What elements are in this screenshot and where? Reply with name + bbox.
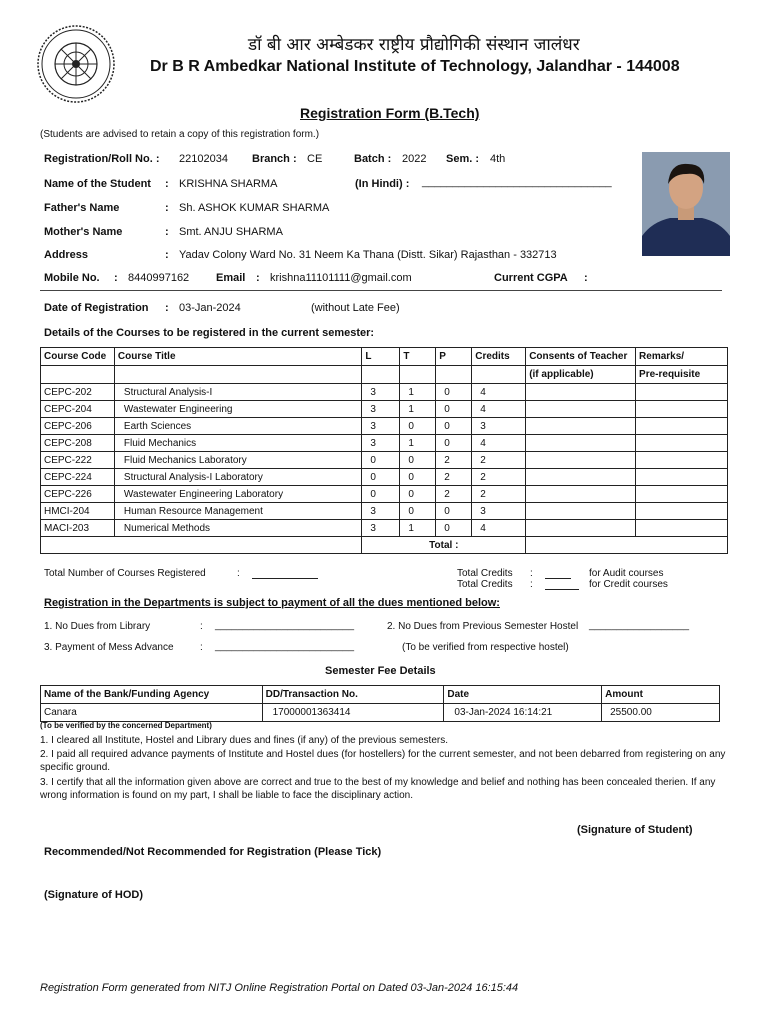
mother-name-value: Smt. ANJU SHARMA bbox=[179, 226, 283, 238]
consent-cell bbox=[526, 401, 636, 418]
mother-name-label: Mother's Name bbox=[44, 226, 123, 238]
hindi-institute-title: डॉ बी आर अम्बेडकर राष्ट्रीय प्रौद्योगिकी संस्थान जालंधर bbox=[248, 35, 580, 55]
mess-advance-blank: _________________________ bbox=[215, 641, 355, 652]
roll-label: Registration/Roll No. : bbox=[44, 153, 160, 165]
divider bbox=[40, 290, 722, 291]
col-course-title: Course Title bbox=[114, 348, 362, 366]
fee-date: 03-Jan-2024 16:14:21 bbox=[444, 704, 602, 722]
remarks-cell bbox=[636, 418, 728, 435]
total-courses-blank bbox=[252, 567, 318, 579]
colon: : bbox=[165, 202, 169, 214]
credits-cell: 3 bbox=[472, 418, 526, 435]
col-bank: Name of the Bank/Funding Agency bbox=[41, 686, 263, 704]
colon: : bbox=[200, 621, 203, 632]
l-cell: 3 bbox=[362, 503, 400, 520]
colon: : bbox=[584, 272, 588, 284]
credits-cell: 2 bbox=[472, 452, 526, 469]
remarks-cell bbox=[636, 401, 728, 418]
dues-heading: Registration in the Departments is subject to payment of all the dues mentioned below: bbox=[44, 597, 500, 609]
l-cell: 3 bbox=[362, 520, 400, 537]
form-title: Registration Form (B.Tech) bbox=[300, 105, 480, 121]
course-code-cell: CEPC-202 bbox=[41, 384, 115, 401]
table-row bbox=[41, 418, 728, 435]
t-cell: 0 bbox=[400, 469, 436, 486]
remarks-cell bbox=[636, 384, 728, 401]
cgpa-label: Current CGPA bbox=[494, 272, 568, 284]
fee-header-row bbox=[41, 686, 720, 704]
email-value: krishna11101111@gmail.com bbox=[270, 272, 412, 284]
colon: : bbox=[200, 642, 203, 653]
course-title-cell: Wastewater Engineering bbox=[114, 401, 362, 418]
colon: : bbox=[165, 226, 169, 238]
total-credits-audit-label: Total Credits bbox=[457, 568, 513, 579]
batch-label: Batch : bbox=[354, 153, 392, 165]
l-cell: 3 bbox=[362, 401, 400, 418]
date-registration-value: 03-Jan-2024 bbox=[179, 302, 241, 314]
l-cell: 0 bbox=[362, 452, 400, 469]
consent-cell bbox=[526, 503, 636, 520]
col-remarks: Remarks/ bbox=[636, 348, 728, 366]
course-title-cell: Numerical Methods bbox=[114, 520, 362, 537]
declaration-1: 1. I cleared all Institute, Hostel and Library dues and fines (if any) of the previous semesters. bbox=[40, 735, 448, 746]
roll-value: 22102034 bbox=[179, 153, 228, 165]
consent-cell bbox=[526, 452, 636, 469]
consent-cell bbox=[526, 469, 636, 486]
p-cell: 2 bbox=[436, 452, 472, 469]
credit-courses-label: for Credit courses bbox=[589, 579, 668, 590]
colon: : bbox=[237, 568, 240, 579]
table-row bbox=[41, 384, 728, 401]
credits-cell: 4 bbox=[472, 520, 526, 537]
consent-cell bbox=[526, 520, 636, 537]
credit-credits-blank bbox=[545, 578, 579, 590]
col-course-code: Course Code bbox=[41, 348, 115, 366]
hindi-name-blank: _______________________________ bbox=[422, 176, 612, 188]
total-label: Total : bbox=[362, 537, 526, 554]
late-fee-note: (without Late Fee) bbox=[311, 302, 400, 314]
course-code-cell: HMCI-204 bbox=[41, 503, 115, 520]
address-label: Address bbox=[44, 249, 89, 261]
col-dd: DD/Transaction No. bbox=[262, 686, 444, 704]
declaration-2: 2. I paid all required advance payments of Institute and Hostel dues (for hostellers) for the current semester, and not been debarred from registering on any specific ground. bbox=[40, 749, 726, 773]
course-code-cell: CEPC-222 bbox=[41, 452, 115, 469]
col-p: P bbox=[436, 348, 472, 366]
t-cell: 1 bbox=[400, 435, 436, 452]
course-code-cell: CEPC-208 bbox=[41, 435, 115, 452]
student-photo bbox=[642, 152, 730, 256]
father-name-value: Sh. ASHOK KUMAR SHARMA bbox=[179, 202, 330, 214]
credits-cell: 2 bbox=[472, 469, 526, 486]
table-row bbox=[41, 469, 728, 486]
remarks-cell bbox=[636, 503, 728, 520]
t-cell: 0 bbox=[400, 452, 436, 469]
library-dues: 1. No Dues from Library bbox=[44, 621, 151, 632]
fee-dd: 17000001363414 bbox=[262, 704, 444, 722]
p-cell: 0 bbox=[436, 384, 472, 401]
t-cell: 1 bbox=[400, 401, 436, 418]
course-title-cell: Fluid Mechanics Laboratory bbox=[114, 452, 362, 469]
t-cell: 0 bbox=[400, 503, 436, 520]
declaration-3: 3. I certify that all the information given above are correct and true to the best of my knowledge and belief and nothing has been concealed therien. If any wrong information is found on my part, I shall be liable to face the disciplinary action. bbox=[40, 777, 716, 801]
p-cell: 2 bbox=[436, 486, 472, 503]
consent-cell bbox=[526, 435, 636, 452]
table-header-row-2 bbox=[41, 366, 728, 384]
t-cell: 1 bbox=[400, 384, 436, 401]
footer-note: Registration Form generated from NITJ Online Registration Portal on Dated 03-Jan-2024 16:15:44 bbox=[40, 982, 519, 994]
colon: : bbox=[165, 178, 169, 190]
fee-table bbox=[40, 685, 720, 722]
fee-row bbox=[41, 704, 720, 722]
l-cell: 3 bbox=[362, 418, 400, 435]
consent-cell bbox=[526, 418, 636, 435]
remarks-cell bbox=[636, 520, 728, 537]
remarks-cell bbox=[636, 435, 728, 452]
library-dues-blank: _________________________ bbox=[215, 620, 355, 631]
credits-cell: 3 bbox=[472, 503, 526, 520]
course-code-cell: MACI-203 bbox=[41, 520, 115, 537]
col-amount: Amount bbox=[602, 686, 720, 704]
student-name-value: KRISHNA SHARMA bbox=[179, 178, 278, 190]
credits-cell: 4 bbox=[472, 435, 526, 452]
course-title-cell: Structural Analysis-I Laboratory bbox=[114, 469, 362, 486]
course-code-cell: CEPC-224 bbox=[41, 469, 115, 486]
table-row bbox=[41, 486, 728, 503]
audit-courses-label: for Audit courses bbox=[589, 568, 664, 579]
mobile-value: 8440997162 bbox=[128, 272, 190, 284]
course-title-cell: Fluid Mechanics bbox=[114, 435, 362, 452]
credits-cell: 4 bbox=[472, 384, 526, 401]
course-code-cell: CEPC-204 bbox=[41, 401, 115, 418]
branch-label: Branch : bbox=[252, 153, 297, 165]
p-cell: 0 bbox=[436, 503, 472, 520]
colon: : bbox=[530, 579, 533, 590]
batch-value: 2022 bbox=[402, 153, 427, 165]
l-cell: 0 bbox=[362, 486, 400, 503]
sem-label: Sem. : bbox=[446, 153, 480, 165]
remarks-cell bbox=[636, 452, 728, 469]
course-title-cell: Human Resource Management bbox=[114, 503, 362, 520]
course-code-cell: CEPC-206 bbox=[41, 418, 115, 435]
p-cell: 2 bbox=[436, 469, 472, 486]
consent-cell bbox=[526, 384, 636, 401]
email-label: Email bbox=[216, 272, 246, 284]
l-cell: 3 bbox=[362, 384, 400, 401]
course-code-cell: CEPC-226 bbox=[41, 486, 115, 503]
mess-advance: 3. Payment of Mess Advance bbox=[44, 642, 174, 653]
table-row bbox=[41, 435, 728, 452]
colon: : bbox=[530, 568, 533, 579]
col-remarks-sub: Pre-requisite bbox=[636, 366, 728, 384]
t-cell: 1 bbox=[400, 520, 436, 537]
fee-heading: Semester Fee Details bbox=[325, 665, 436, 677]
remarks-cell bbox=[636, 486, 728, 503]
verify-note: (To be verified by the concerned Department) bbox=[40, 721, 212, 730]
hod-signature-label: (Signature of HOD) bbox=[44, 889, 143, 901]
fee-bank: Canara bbox=[41, 704, 263, 722]
course-title-cell: Wastewater Engineering Laboratory bbox=[114, 486, 362, 503]
mobile-label: Mobile No. bbox=[44, 272, 100, 284]
course-title-cell: Structural Analysis-I bbox=[114, 384, 362, 401]
father-name-label: Father's Name bbox=[44, 202, 120, 214]
institute-title: Dr B R Ambedkar National Institute of Technology, Jalandhar - 144008 bbox=[150, 58, 680, 75]
sem-value: 4th bbox=[490, 153, 506, 165]
col-credits: Credits bbox=[472, 348, 526, 366]
branch-value: CE bbox=[307, 153, 323, 165]
credits-cell: 4 bbox=[472, 401, 526, 418]
l-cell: 0 bbox=[362, 469, 400, 486]
t-cell: 0 bbox=[400, 418, 436, 435]
t-cell: 0 bbox=[400, 486, 436, 503]
courses-table bbox=[40, 347, 728, 554]
colon: : bbox=[256, 272, 260, 284]
hostel-dues: 2. No Dues from Previous Semester Hostel bbox=[387, 621, 579, 632]
table-row bbox=[41, 503, 728, 520]
colon: : bbox=[165, 302, 169, 314]
course-title-cell: Earth Sciences bbox=[114, 418, 362, 435]
p-cell: 0 bbox=[436, 401, 472, 418]
table-row bbox=[41, 452, 728, 469]
table-row bbox=[41, 520, 728, 537]
table-row bbox=[41, 401, 728, 418]
hindi-name-label: (In Hindi) : bbox=[355, 178, 410, 190]
total-courses-label: Total Number of Courses Registered bbox=[44, 568, 206, 579]
address-value: Yadav Colony Ward No. 31 Neem Ka Thana (Distt. Sikar) Rajasthan - 332713 bbox=[179, 249, 557, 261]
recommendation-label: Recommended/Not Recommended for Registration (Please Tick) bbox=[44, 846, 382, 858]
credits-cell: 2 bbox=[472, 486, 526, 503]
p-cell: 0 bbox=[436, 520, 472, 537]
table-header-row bbox=[41, 348, 728, 366]
colon: : bbox=[114, 272, 118, 284]
hostel-verify-note: (To be verified from respective hostel) bbox=[402, 642, 569, 653]
p-cell: 0 bbox=[436, 435, 472, 452]
col-consent-sub: (if applicable) bbox=[526, 366, 636, 384]
col-t: T bbox=[400, 348, 436, 366]
remarks-cell bbox=[636, 469, 728, 486]
col-l: L bbox=[362, 348, 400, 366]
l-cell: 3 bbox=[362, 435, 400, 452]
total-credits-credit-label: Total Credits bbox=[457, 579, 513, 590]
student-name-label: Name of the Student bbox=[44, 178, 151, 190]
student-signature-label: (Signature of Student) bbox=[577, 824, 693, 836]
col-consent: Consents of Teacher bbox=[526, 348, 636, 366]
p-cell: 0 bbox=[436, 418, 472, 435]
hostel-dues-blank: __________________ bbox=[589, 620, 690, 631]
courses-heading: Details of the Courses to be registered in the current semester: bbox=[44, 327, 375, 339]
col-date: Date bbox=[444, 686, 602, 704]
fee-amount: 25500.00 bbox=[602, 704, 720, 722]
institute-logo bbox=[36, 24, 116, 104]
consent-cell bbox=[526, 486, 636, 503]
date-registration-label: Date of Registration bbox=[44, 302, 149, 314]
total-row bbox=[41, 537, 728, 554]
colon: : bbox=[165, 249, 169, 261]
advice-note: (Students are advised to retain a copy of this registration form.) bbox=[40, 129, 320, 140]
